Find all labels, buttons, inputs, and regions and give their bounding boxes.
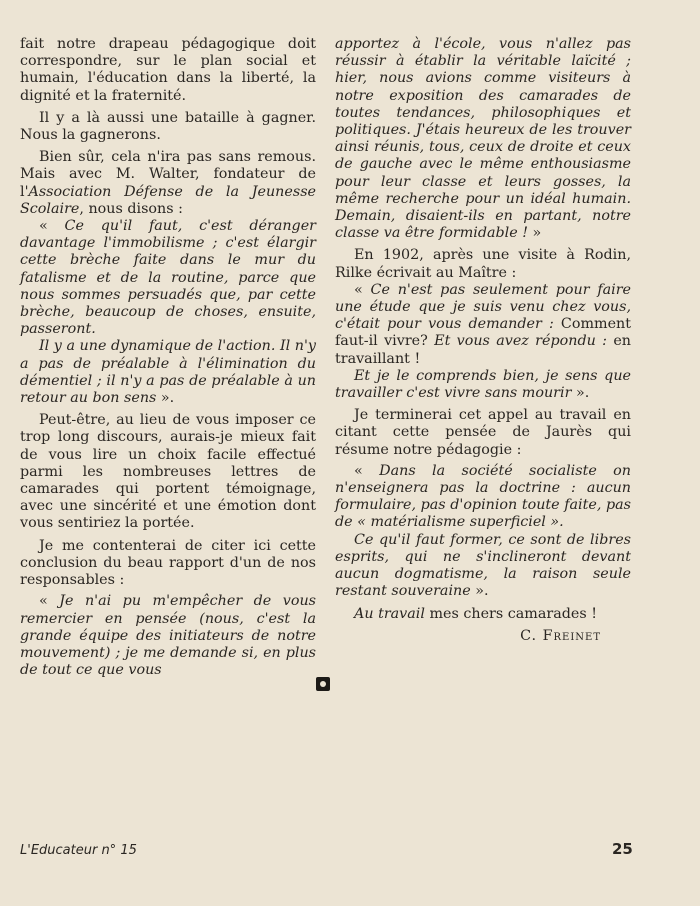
paragraph-text: , après une visite à Rodin, Rilke écrivait au Maître :: [335, 247, 631, 281]
paragraph: [20, 538, 316, 590]
paragraph-text: Il y a là aussi une bataille à gagner. Nous la gagnerons.: [20, 109, 316, 144]
quotation-text: Et je le comprends bien, je sens que travailler c'est vivre sans mourir: [335, 367, 631, 402]
quotation: [335, 282, 631, 368]
quote-mark: «: [39, 593, 60, 610]
quote-mark: ».: [156, 390, 175, 407]
left-column: [20, 36, 316, 684]
quotation-text: apportez à l'école, vous n'allez pas réussir à établir la véritable laïcité ; hier, nous avions comme visiteurs à notre exposition des camarades de toutes tendances, philosophiques et politiques. J'étais heureux de les trouver ainsi réunis, tous, ceux de droite et ceux de gauche avec le même enthousiasme pour leur classe et leurs gosses, la même recherche pour un idéal humain. Demain, disaient-ils en partant, notre classe va être formidable !: [335, 36, 631, 242]
quotation-text: Comment faut-il vivre?: [335, 316, 632, 350]
page-number: 25: [612, 840, 633, 858]
closing-line: [335, 606, 631, 623]
quotation-text: en travaillant !: [335, 333, 631, 367]
quote-mark: »: [528, 225, 542, 242]
quote-mark: ».: [571, 385, 590, 402]
closing-text: Au travail: [354, 605, 425, 622]
quotation-text: Je n'ai pu m'empêcher de vous remercier en pensée (nous, c'est la grande équipe des initiateurs de notre mouvement) ; je me demande si, en plus de tout ce que vous: [20, 593, 316, 679]
paragraph-text: Je me contenterai de citer ici cette conclusion du beau rapport d'un de nos responsables :: [20, 537, 316, 589]
paragraph: [20, 110, 316, 144]
closing-text: mes chers camarades !: [424, 605, 597, 622]
quote-mark: ».: [470, 583, 489, 600]
quotation: [335, 532, 631, 601]
paragraph: [20, 36, 316, 105]
signature: C. Freinet: [520, 627, 601, 644]
year: 1902: [382, 247, 420, 264]
ornament-icon: [316, 677, 330, 691]
quotation-text: Et vous avez répondu :: [427, 333, 607, 350]
quotation: [335, 463, 631, 532]
quotation: [20, 338, 316, 407]
quotation: [20, 593, 316, 679]
paragraph-text: Bien sûr, cela n'ira pas sans remous. Mais avec M. Walter, fondateur de l': [20, 149, 316, 200]
quotation: [20, 218, 316, 338]
quotation: [335, 368, 631, 402]
paragraph-text: fait notre drapeau pédagogique doit correspondre, sur le plan social et humain, l'éducation dans la liberté, la dignité et la fraternité.: [20, 36, 316, 104]
quotation: [335, 36, 631, 242]
quotation-text: Ce qu'il faut former, ce sont de libres esprits, qui ne s'inclineront devant aucun dogmatisme, la raison seule restant souveraine: [335, 531, 631, 600]
quote-mark: «: [354, 281, 371, 298]
quotation-text: « matérialisme superficiel ».: [357, 514, 564, 531]
paragraph: [20, 149, 316, 218]
paragraph: [335, 247, 631, 281]
quote-mark: «: [39, 218, 65, 235]
quote-mark: «: [354, 462, 380, 479]
journal-footer: L'Educateur n° 15: [20, 843, 137, 858]
quotation-text: Ce qu'il faut, c'est déranger davantage l'immobilisme ; c'est élargir cette brèche faite dans le mur du fatalisme et de la routine, parce que nous sommes persuadés que, par cette brèche, beaucoup de choses, ensuite, passeront.: [20, 218, 316, 338]
quotation-text: Il y a une dynamique de l'action. Il n'y a pas de préalable à l'élimination du démentiel ; il n'y a pas de préalable à un retour au bon sens: [20, 338, 316, 407]
paragraph: [20, 412, 316, 532]
right-column: [335, 36, 631, 650]
paragraph: [335, 407, 631, 459]
quotation-text: Dans la société socialiste on n'enseignera pas la doctrine : aucun formulaire, pas d'opinion toute faite, pas de: [335, 462, 631, 531]
quotation-text: Ce n'est pas seulement pour faire une étude que je suis venu chez vous, c'était pour vous demander :: [335, 281, 632, 333]
paragraph-text: En: [354, 247, 383, 264]
association-name: Association Défense de la Jeunesse Scolaire: [20, 183, 316, 217]
paragraph-text: Je terminerai cet appel au travail en citant cette pensée de Jaurès qui résume notre pédagogie :: [335, 407, 631, 458]
paragraph-text: Peut-être, au lieu de vous imposer ce trop long discours, aurais-je mieux fait de vous lire un choix facile effectué parmi les nombreuses lettres de camarades qui portent témoignage, avec une sincérité et une émotion dont vous sentiriez la portée.: [20, 412, 316, 532]
paragraph-text: , nous disons :: [79, 200, 183, 217]
